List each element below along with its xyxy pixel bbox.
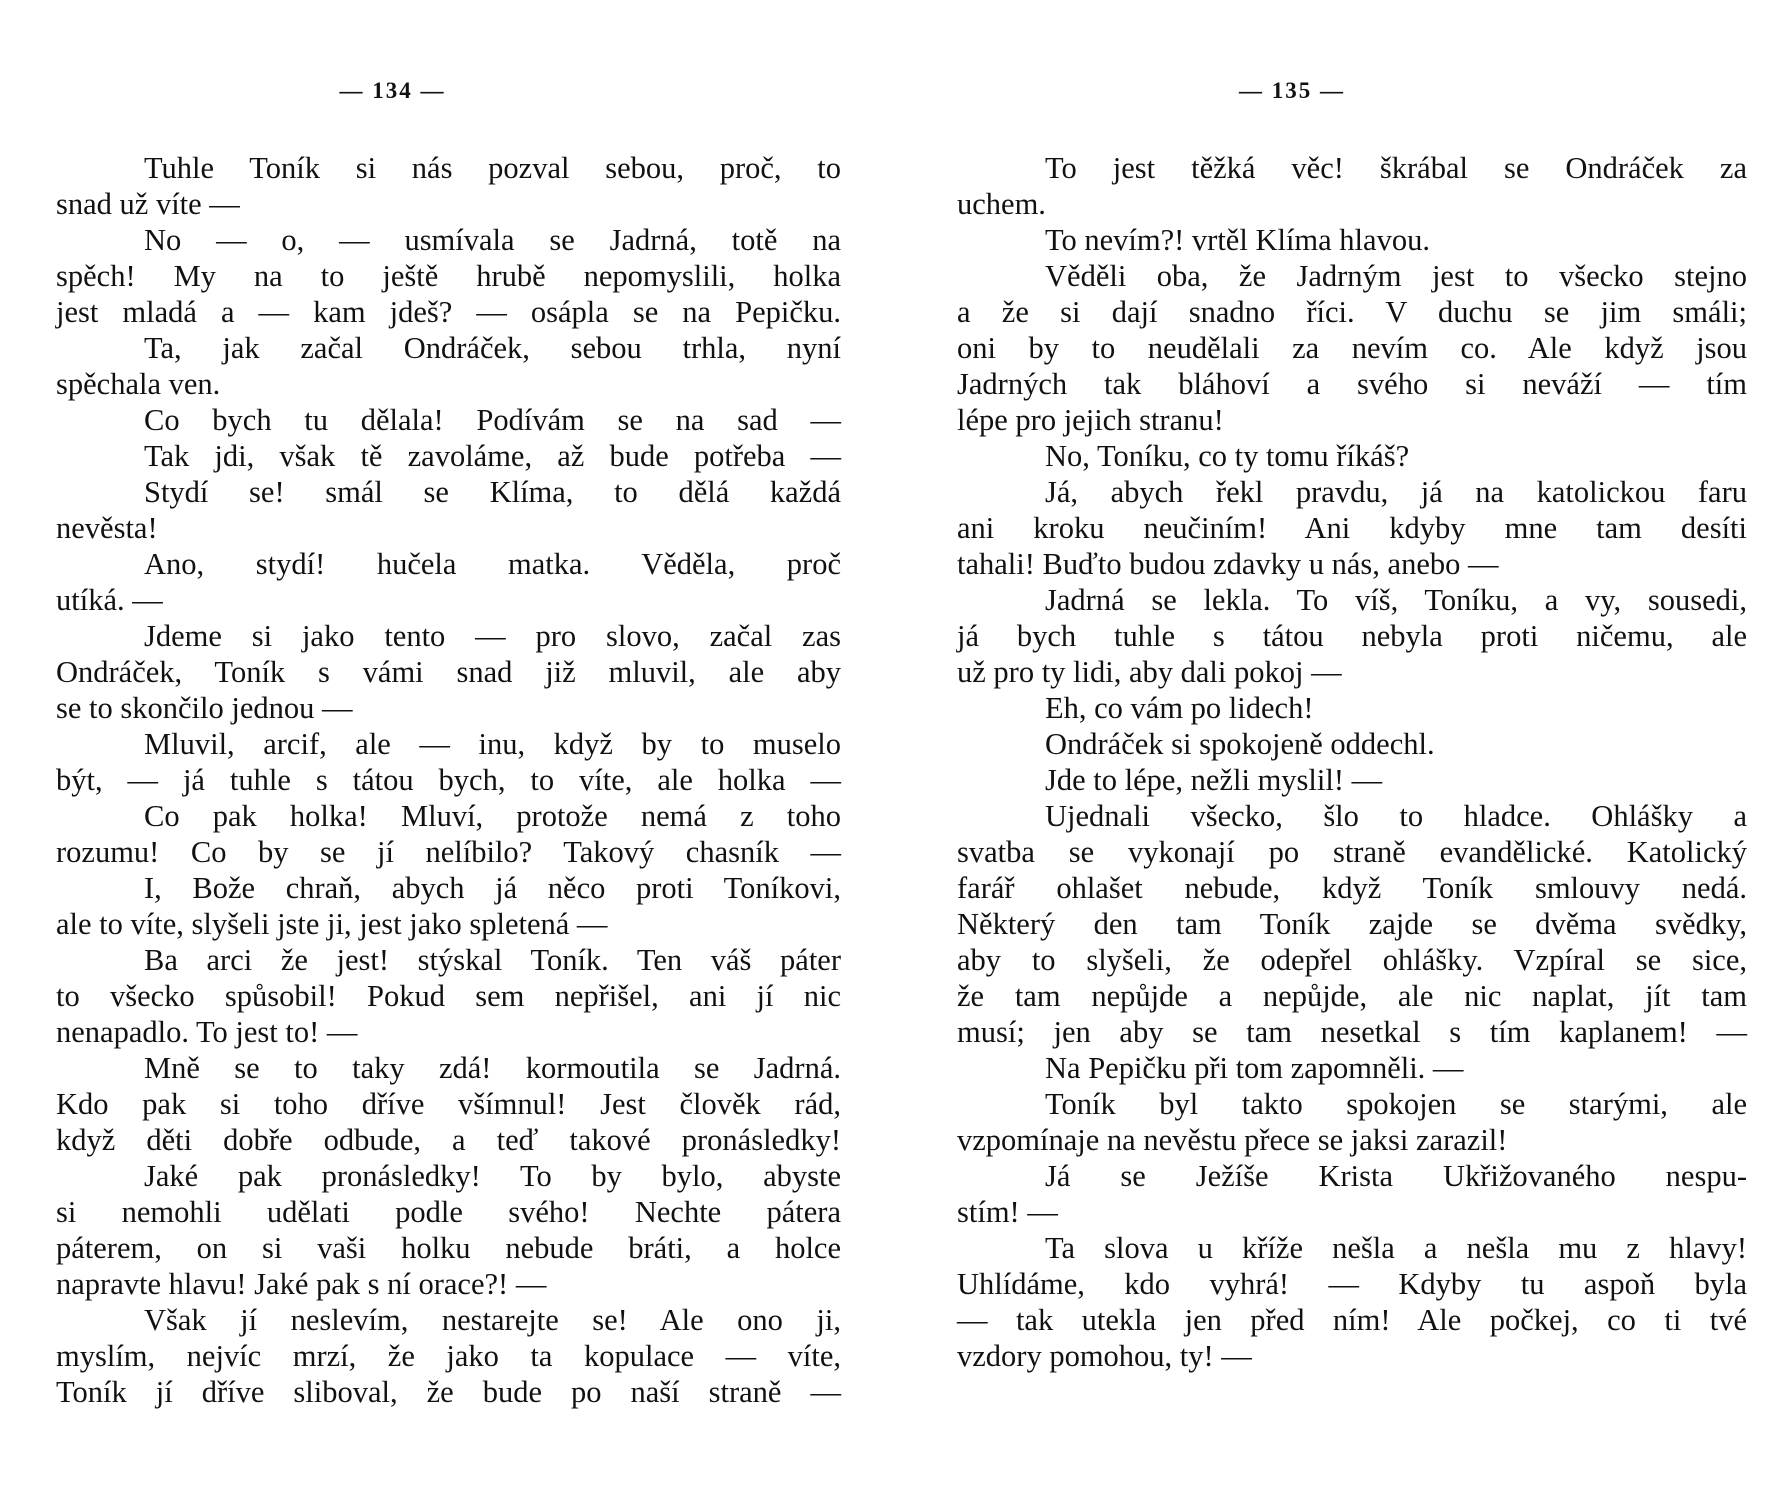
text-line: Jde to lépe, nežli myslil! — xyxy=(1045,763,1383,797)
text-line: Však jí neslevím, nestarejte se! Ale ono ji, xyxy=(144,1303,841,1337)
text-line: Ta, jak začal Ondráček, sebou trhla, nyní xyxy=(144,331,841,365)
text-line: napravte hlavu! Jaké pak s ní orace?! — xyxy=(56,1267,547,1301)
text-line: stím! — xyxy=(957,1195,1058,1229)
text-line: snad už víte — xyxy=(56,187,240,221)
text-line: Ujednali všecko, šlo to hladce. Ohlášky a xyxy=(1045,799,1747,833)
text-line: Tak jdi, však tě zavoláme, až bude potřeba — xyxy=(144,439,841,473)
text-line: myslím, nejvíc mrzí, že jako ta kopulace — víte, xyxy=(56,1339,841,1373)
text-line: spěch! My na to ještě hrubě nepomyslili, holka xyxy=(56,259,841,293)
text-line: Kdo pak si toho dříve všímnul! Jest člověk rád, xyxy=(56,1087,841,1121)
text-line: Ondráček, Toník s vámi snad již mluvil, ale aby xyxy=(56,655,841,689)
text-line: Mluvil, arcif, ale — inu, když by to muselo xyxy=(144,727,841,761)
text-line: ani kroku neučiním! Ani kdyby mne tam desíti xyxy=(957,511,1747,545)
page-text xyxy=(957,150,1747,1374)
text-line: vzdory pomohou, ty! — xyxy=(957,1339,1252,1373)
text-line: Eh, co vám po lidech! xyxy=(1045,691,1314,725)
text-line: To jest těžká věc! škrábal se Ondráček za xyxy=(1045,151,1747,185)
text-line: Ano, stydí! hučela matka. Věděla, proč xyxy=(144,547,841,581)
text-line: uchem. xyxy=(957,187,1046,221)
text-line: si nemohli udělati podle svého! Nechte pátera xyxy=(56,1195,841,1229)
text-line: utíká. — xyxy=(56,583,163,617)
text-line: aby to slyšeli, že odepřel ohlášky. Vzpíral se sice, xyxy=(957,943,1747,977)
right-page xyxy=(957,0,1747,1500)
text-line: Ba arci že jest! stýskal Toník. Ten váš páter xyxy=(144,943,841,977)
text-line: být, — já tuhle s tátou bych, to víte, ale holka — xyxy=(56,763,841,797)
text-line: když děti dobře odbude, a teď takové pronásledky! xyxy=(56,1123,841,1157)
text-line: lépe pro jejich stranu! xyxy=(957,403,1224,437)
text-line: Věděli oba, že Jadrným jest to všecko stejno xyxy=(1045,259,1747,293)
text-line: tahali! Buďto budou zdavky u nás, anebo — xyxy=(957,547,1499,581)
text-line: Já se Ježíše Krista Ukřižovaného nespu- xyxy=(1045,1159,1747,1193)
text-line: spěchala ven. xyxy=(56,367,221,401)
text-line: Ondráček si spokojeně oddechl. xyxy=(1045,727,1435,761)
text-line: oni by to neudělali za nevím co. Ale když jsou xyxy=(957,331,1747,365)
text-line: Ta slova u kříže nešla a nešla mu z hlavy! xyxy=(1045,1231,1747,1265)
left-page xyxy=(56,0,841,1500)
page-number: — 134 — xyxy=(339,78,446,103)
text-line: páterem, on si vaši holku nebude bráti, a holce xyxy=(56,1231,841,1265)
text-line: nevěsta! xyxy=(56,511,158,545)
text-line: No, Toníku, co ty tomu říkáš? xyxy=(1045,439,1410,473)
text-line: a že si dají snadno říci. V duchu se jim smáli; xyxy=(957,295,1747,329)
text-line: Stydí se! smál se Klíma, to dělá každá xyxy=(144,475,841,509)
text-line: Jadrných tak bláhoví a svého si neváží — tím xyxy=(957,367,1747,401)
text-line: Co pak holka! Mluví, protože nemá z toho xyxy=(144,799,841,833)
text-line: už pro ty lidi, aby dali pokoj — xyxy=(957,655,1342,689)
text-line: Toník jí dříve sliboval, že bude po naší straně — xyxy=(56,1375,841,1409)
text-line: ale to víte, slyšeli jste ji, jest jako spletená — xyxy=(56,907,608,941)
text-line: Jaké pak pronásledky! To by bylo, abyste xyxy=(144,1159,841,1193)
text-line: já bych tuhle s tátou nebyla proti ničemu, ale xyxy=(957,619,1747,653)
page-number: — 135 — xyxy=(1239,78,1345,103)
text-line: Uhlídáme, kdo vyhrá! — Kdyby tu aspoň byla xyxy=(957,1267,1747,1301)
text-line: I, Bože chraň, abych já něco proti Toníkovi, xyxy=(144,871,841,905)
text-line: No — o, — usmívala se Jadrná, totě na xyxy=(144,223,841,257)
text-line: Jadrná se lekla. To víš, Toníku, a vy, sousedi, xyxy=(1045,583,1747,617)
text-line: se to skončilo jednou — xyxy=(56,691,353,725)
text-line: vzpomínaje na nevěstu přece se jaksi zarazil! xyxy=(957,1123,1508,1157)
text-line: musí; jen aby se tam nesetkal s tím kaplanem! — xyxy=(957,1015,1747,1049)
text-line: nenapadlo. To jest to! — xyxy=(56,1015,358,1049)
text-line: Toník byl takto spokojen se starými, ale xyxy=(1045,1087,1747,1121)
text-line: — tak utekla jen před ním! Ale počkej, co ti tvé xyxy=(957,1303,1747,1337)
text-line: Tuhle Toník si nás pozval sebou, proč, to xyxy=(144,151,841,185)
text-line: Na Pepičku při tom zapomněli. — xyxy=(1045,1051,1464,1085)
text-line: jest mladá a — kam jdeš? — osápla se na Pepičku. xyxy=(56,295,841,329)
text-line: rozumu! Co by se jí nelíbilo? Takový chasník — xyxy=(56,835,841,869)
text-line: Mně se to taky zdá! kormoutila se Jadrná. xyxy=(144,1051,841,1085)
text-line: Některý den tam Toník zajde se dvěma svědky, xyxy=(957,907,1747,941)
text-line: Já, abych řekl pravdu, já na katolickou faru xyxy=(1045,475,1747,509)
text-line: svatba se vykonají po straně evandělické. Katolický xyxy=(957,835,1747,869)
page-text xyxy=(56,150,841,1410)
text-line: To nevím?! vrtěl Klíma hlavou. xyxy=(1045,223,1430,257)
text-line: že tam nepůjde a nepůjde, ale nic naplat, jít tam xyxy=(957,979,1747,1013)
text-line: Co bych tu dělala! Podívám se na sad — xyxy=(144,403,841,437)
text-line: farář ohlašet nebude, když Toník smlouvy nedá. xyxy=(957,871,1747,905)
text-line: to všecko spůsobil! Pokud sem nepřišel, ani jí nic xyxy=(56,979,841,1013)
text-line: Jdeme si jako tento — pro slovo, začal zas xyxy=(144,619,841,653)
